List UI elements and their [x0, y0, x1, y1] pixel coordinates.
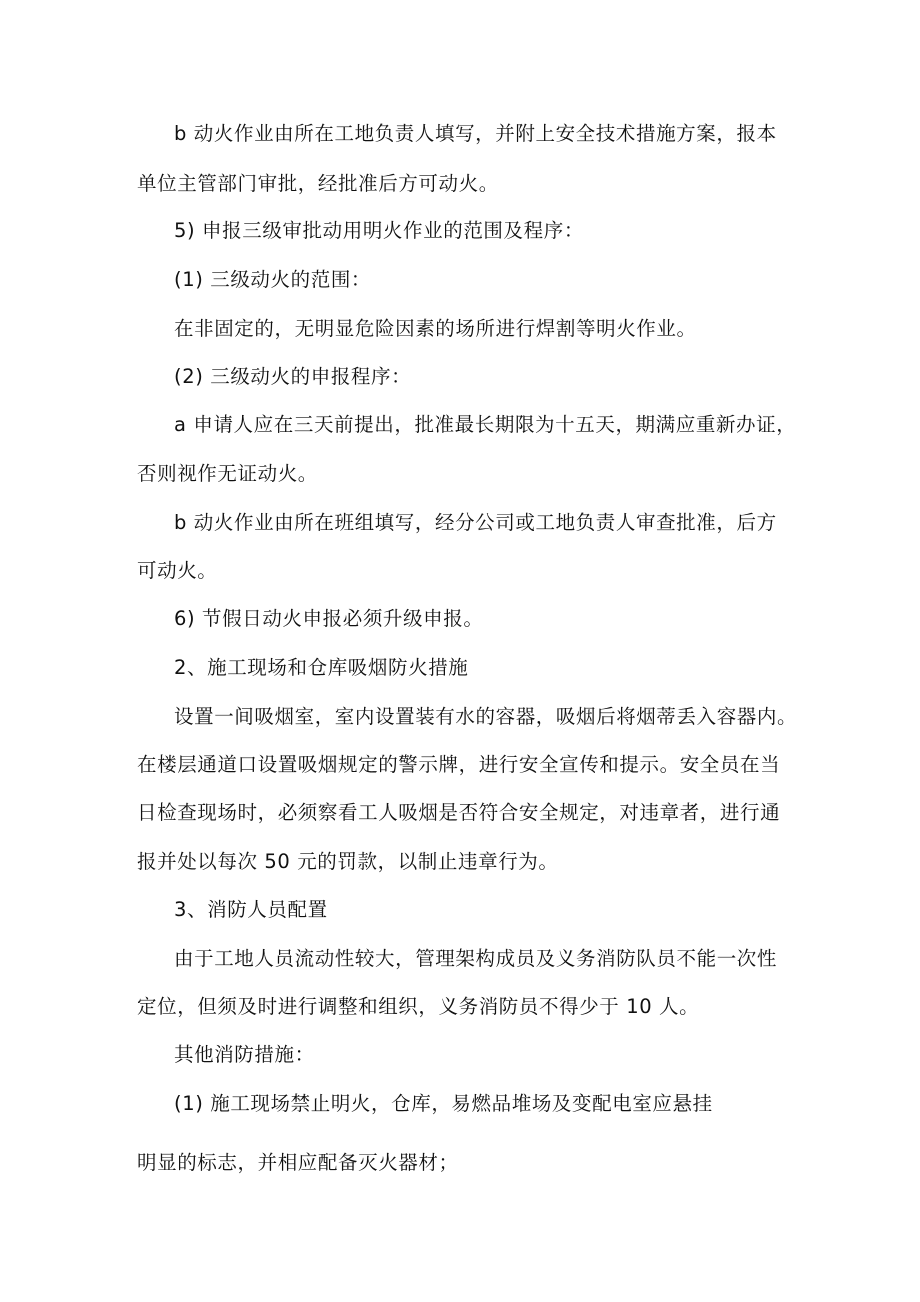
text-line: (1) 三级动火的范围：: [174, 268, 372, 291]
text-line: 在楼层通道口设置吸烟规定的警示牌，进行安全宣传和提示。安全员在当: [137, 753, 781, 776]
text-line: 由于工地人员流动性较大，管理架构成员及义务消防队员不能一次性: [174, 947, 778, 970]
text-line: 定位，但须及时进行调整和组织，义务消防员不得少于 10 人。: [137, 995, 700, 1018]
text-line: b 动火作业由所在班组填写，经分公司或工地负责人审查批准，后方: [174, 511, 777, 534]
text-line: (2) 三级动火的申报程序：: [174, 365, 412, 388]
text-line: 明显的标志，并相应配备灭火器材；: [137, 1151, 459, 1174]
text-line: 报并处以每次 50 元的罚款，以制止违章行为。: [137, 850, 559, 873]
text-line: 5) 申报三级审批动用明火作业的范围及程序：: [174, 219, 584, 242]
text-line: b 动火作业由所在工地负责人填写，并附上安全技术措施方案，报本: [174, 122, 777, 145]
text-line: 其他消防措施：: [174, 1043, 315, 1066]
text-line: 日检查现场时，必须察看工人吸烟是否符合安全规定，对违章者，进行通: [137, 801, 781, 824]
text-line: 6) 节假日动火申报必须升级申报。: [174, 607, 484, 630]
text-line: 设置一间吸烟室，室内设置装有水的容器，吸烟后将烟蒂丢入容器内。: [174, 705, 798, 728]
section-heading: 2、施工现场和仓库吸烟防火措施: [174, 656, 469, 679]
text-line: 可动火。: [137, 559, 218, 582]
text-line: 单位主管部门审批，经批准后方可动火。: [137, 172, 499, 195]
text-line: 否则视作无证动火。: [137, 462, 318, 485]
text-line: 在非固定的，无明显危险因素的场所进行焊割等明火作业。: [174, 317, 697, 340]
section-heading: 3、消防人员配置: [174, 898, 328, 921]
text-line: (1) 施工现场禁止明火，仓库，易燃品堆场及变配电室应悬挂: [174, 1092, 713, 1115]
text-line: a 申请人应在三天前提出，批准最长期限为十五天，期满应重新办证，: [174, 413, 797, 436]
